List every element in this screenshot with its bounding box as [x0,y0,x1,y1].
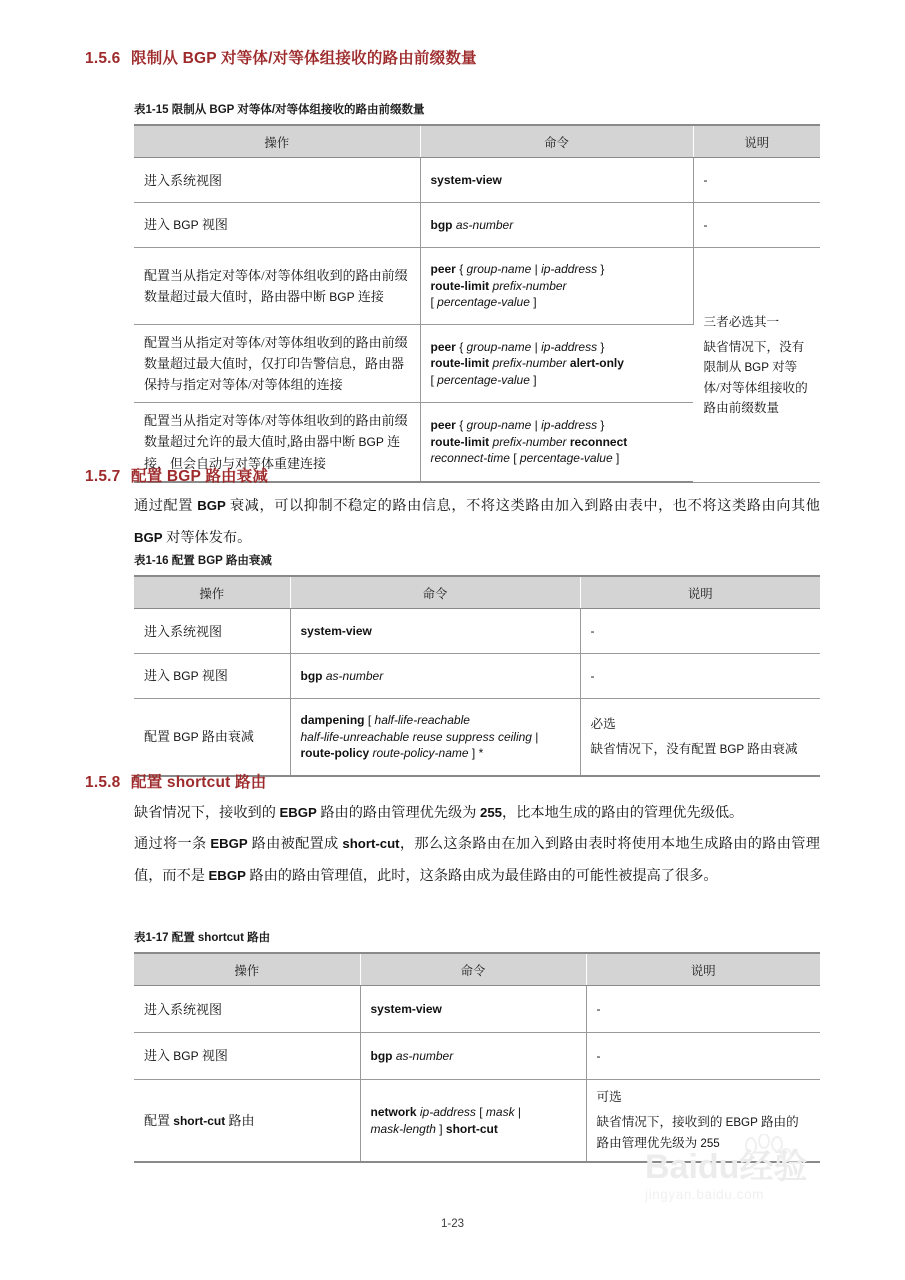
cell-description: - [580,654,820,699]
table-row [134,158,820,203]
cell-command: system-view [290,609,580,654]
description-line-2: 缺省情况下，接收到的 EBGP 路由的路由管理优先级为 255 [596,1115,799,1150]
section-title: 配置 BGP 路由衰减 [131,468,269,485]
section-title: 限制从 BGP 对等体/对等体组接收的路由前缀数量 [131,50,477,67]
column-header-command: 命令 [290,576,580,609]
cell-command: peer { group-name | ip-address } route-limit prefix-number [ percentage-value ] [420,248,693,325]
cell-operation: 进入系统视图 [134,609,290,654]
table-header-row [134,576,820,609]
section-heading-1-5-8 [85,770,266,792]
cell-command: peer { group-name | ip-address } route-limit prefix-number reconnect reconnect-time [ percentage-value ] [420,403,693,483]
table-row [134,654,820,699]
cell-command: network ip-address [ mask | mask-length ] short-cut [360,1080,586,1163]
table-caption-1-17: 表1-17 配置 shortcut 路由 [134,932,271,944]
column-header-description: 说明 [586,953,820,986]
cell-description [586,1080,820,1163]
column-header-operation: 操作 [134,953,360,986]
section-title: 配置 shortcut 路由 [131,774,267,791]
cell-operation: 配置当从指定对等体/对等体组收到的路由前缀数量超过最大值时，路由器中断 BGP 连接 [134,248,420,325]
cell-merged-description [693,248,820,483]
table-row [134,203,820,248]
page-number: 1-23 [440,1218,465,1230]
section-heading-1-5-7 [85,464,268,486]
table-row [134,609,820,654]
cell-command: dampening [ half-life-reachable half-life-unreachable reuse suppress ceiling | route-policy route-policy-name ] * [290,699,580,777]
table-caption-1-16: 表1-16 配置 BGP 路由衰减 [134,555,272,567]
column-header-description: 说明 [580,576,820,609]
section-heading-1-5-6 [85,46,477,68]
cell-operation: 配置 short-cut 路由 [134,1080,360,1163]
table-header-row [134,953,820,986]
cell-description: - [693,158,820,203]
table-1-17 [134,952,820,1163]
column-header-operation: 操作 [134,125,420,158]
merged-description-line-2: 缺省情况下，没有限制从 BGP 对等体/对等体组接收的路由前缀数量 [703,339,808,415]
description-line-1: 必选 [590,717,616,731]
cell-operation: 配置当从指定对等体/对等体组收到的路由前缀数量超过最大值时，仅打印告警信息，路由器保持与指定对等体/对等体组的连接 [134,325,420,403]
section-number: 1.5.8 [85,774,121,791]
table-header-row [134,125,820,158]
paragraph-1-5-8-second: 通过将一条 EBGP 路由被配置成 short-cut，那么这条路由在加入到路由表时将使用本地生成路由的路由管理值，而不是 EBGP 路由的路由管理值，此时，这条路由成为最佳路由的可能性被提高了很多。 [134,836,820,884]
table-row [134,699,820,777]
cell-operation: 进入 BGP 视图 [134,1033,360,1080]
cell-operation: 进入系统视图 [134,986,360,1033]
cell-description [580,699,820,777]
cell-command: bgp as-number [360,1033,586,1080]
table-1-16 [134,575,820,777]
cell-command: bgp as-number [290,654,580,699]
column-header-command: 命令 [360,953,586,986]
cell-command: system-view [420,158,693,203]
watermark-url: jingyan.baidu.com [645,1187,765,1202]
cell-description: - [580,609,820,654]
table-row [134,986,820,1033]
section-number: 1.5.6 [85,50,121,67]
table-row [134,1080,820,1163]
watermark-brand-cn: 经验 [739,1148,808,1186]
cell-operation: 配置当从指定对等体/对等体组收到的路由前缀数量超过允许的最大值时,路由器中断 BGP 连接，但会自动与对等体重建连接 [134,403,420,483]
table-row [134,1033,820,1080]
table-1-15 [134,124,820,483]
cell-description: - [693,203,820,248]
description-line-2: 缺省情况下，没有配置 BGP 路由衰减 [590,742,798,756]
table-row [134,248,820,325]
paragraph-1-5-7: 通过配置 BGP 衰减，可以抑制不稳定的路由信息，不将这类路由加入到路由表中，也不将这类路由向其他 BGP 对等体发布。 [134,498,820,546]
cell-operation: 配置 BGP 路由衰减 [134,699,290,777]
cell-operation: 进入系统视图 [134,158,420,203]
cell-description: - [586,1033,820,1080]
column-header-description: 说明 [693,125,820,158]
cell-description: - [586,986,820,1033]
cell-command: system-view [360,986,586,1033]
section-number: 1.5.7 [85,468,121,485]
description-line-1: 可选 [596,1090,622,1104]
cell-operation: 进入 BGP 视图 [134,203,420,248]
table-caption-1-15: 表1-15 限制从 BGP 对等体/对等体组接收的路由前缀数量 [134,104,425,116]
cell-command: bgp as-number [420,203,693,248]
watermark-brand-latin: Baidu [645,1148,740,1186]
cell-operation: 进入 BGP 视图 [134,654,290,699]
column-header-operation: 操作 [134,576,290,609]
paragraph-1-5-8-first: 缺省情况下，接收到的 EBGP 路由的路由管理优先级为 255，比本地生成的路由的管理优先级低。 [134,805,744,821]
cell-command: peer { group-name | ip-address } route-limit prefix-number alert-only [ percentage-value ] [420,325,693,403]
merged-description-line-1: 三者必选其一 [703,314,780,329]
column-header-command: 命令 [420,125,693,158]
